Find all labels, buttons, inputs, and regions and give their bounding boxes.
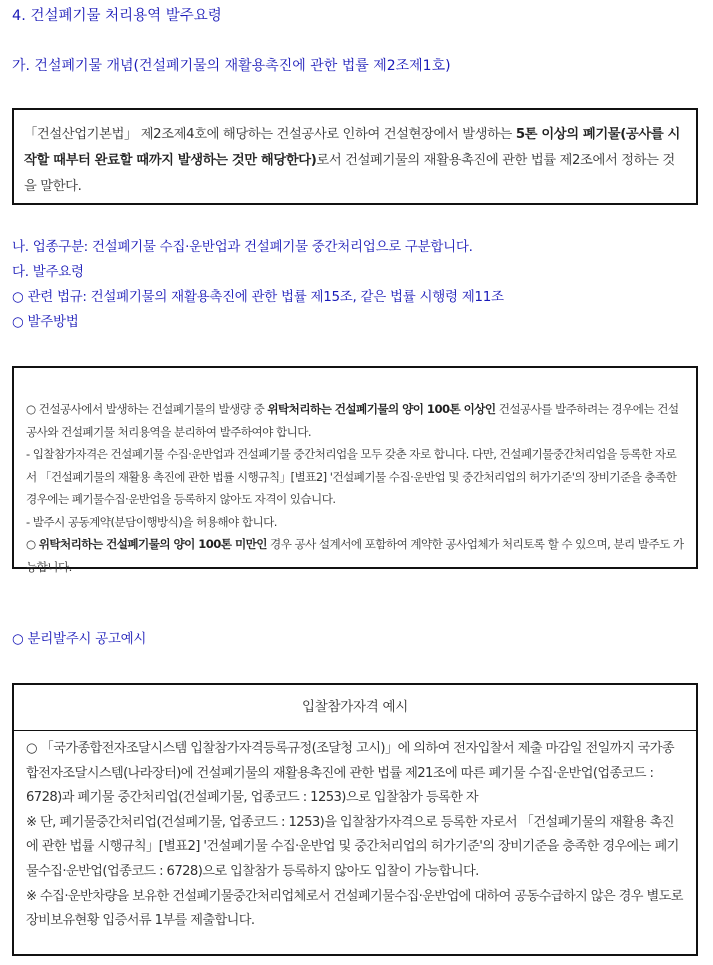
section-heading: 4. 건설폐기물 처리용역 발주요령 xyxy=(12,8,222,24)
example-paragraph-3: ※ 수집·운반차량을 보유한 건설폐기물중간처리업체로서 건설폐기물수집·운반업에 대하여 공동수급하지 않은 경우 별도로 장비보유현황 입증서류 1부를 제출합니다. xyxy=(26,888,683,929)
subheading-concept: 가. 건설폐기물 개념(건설폐기물의 재활용촉진에 관한 법률 제2조제1호) xyxy=(12,58,451,74)
method-p1-before: ○ 건설공사에서 발생하는 건설폐기물의 발생량 중 xyxy=(26,402,268,416)
method-paragraph-1 xyxy=(26,398,686,443)
method-p4-after: 경우 공사 설계서에 포함하여 계약한 공사업체가 처리토록 할 수 있으며, 분리 발주도 가능합니다. xyxy=(26,537,684,574)
example-box xyxy=(12,683,698,956)
definition-text xyxy=(24,122,686,200)
method-paragraph-2: - 입찰참가자격은 건설폐기물 수집·운반업과 건설폐기물 중간처리업을 모두 갖춘 자로 합니다. 다만, 건설폐기물중간처리업을 등록한 자로서 「건설폐기물의 재활용 촉진에 관한 법률 시행규칙」[별표2] '건설폐기물 수집·운반업 및 중간처리업의 허가기준'의 장비기준을 충족한 경우에는 폐기물수집·운반업을 등록하지 않아도 자격이 있습니다. xyxy=(26,447,677,506)
method-p4-before: ○ xyxy=(26,537,39,551)
example-box-title: 입찰참가자격 예시 xyxy=(14,685,696,731)
related-law: ○ 관련 법규: 건설폐기물의 재활용촉진에 관한 법률 제15조, 같은 법률 시행령 제11조 xyxy=(12,289,504,305)
method-paragraph-3: - 발주시 공동계약(분담이행방식)을 허용해야 합니다. xyxy=(26,514,277,529)
definition-text-bold: 5톤 이상의 폐기물(공사를 시작할 때부터 완료할 때까지 발생하는 것만 해당한다) xyxy=(24,127,680,168)
industry-classification: 나. 업종구분: 건설폐기물 수집·운반업과 건설폐기물 중간처리업으로 구분합니다. xyxy=(12,239,473,255)
ordering-method-heading: ○ 발주방법 xyxy=(12,314,79,330)
ordering-method-box xyxy=(12,366,698,574)
example-paragraph-1: ○ 「국가종합전자조달시스템 입찰참가자격등록규정(조달청 고시)」에 의하여 전자입찰서 제출 마감일 전일까지 국가종합전자조달시스템(나라장터)에 건설폐기물의 재활용촉진에 관한 법률 제21조에 따른 폐기물 수집·운반업(업종코드 : 6728)과 폐기물 중간처리업(건설폐기물, 업종코드 : 1253)으로 입찰참가 등록한 자 xyxy=(26,741,675,806)
example-paragraph-2: ※ 단, 폐기물중간처리업(건설폐기물, 업종코드 : 1253)을 입찰참가자격으로 등록한 자로서 「건설폐기물의 재활용 촉진에 관한 법률 시행규칙」[별표2] '건설폐기물 수집·운반업 및 중간처리업의 허가기준'의 장비기준을 충족한 경우에는 폐기물수집·운반업(업종코드 : 6728)으로 입찰참가 등록하지 않아도 입찰이 가능합니다. xyxy=(26,814,679,879)
method-p1-after: 건설공사를 발주하려는 경우에는 건설공사와 건설폐기물 처리용역을 분리하여 발주하여야 합니다. xyxy=(26,402,679,439)
definition-text-before: 「건설산업기본법」 제2조제4호에 해당하는 건설공사로 인하여 건설현장에서 발생하는 xyxy=(24,127,516,142)
method-p4-bold: 위탁처리하는 건설폐기물의 양이 100톤 미만인 xyxy=(38,537,267,551)
separate-order-example-heading: ○ 분리발주시 공고예시 xyxy=(12,631,147,647)
method-p1-bold: 위탁처리하는 건설폐기물의 양이 100톤 이상인 xyxy=(267,402,496,416)
method-paragraph-4 xyxy=(26,533,686,578)
definition-box xyxy=(12,108,698,205)
ordering-guide-heading: 다. 발주요령 xyxy=(12,264,84,280)
definition-text-after: 로서 건설폐기물의 재활용촉진에 관한 법률 제2조에서 정하는 것을 말한다. xyxy=(24,153,675,194)
